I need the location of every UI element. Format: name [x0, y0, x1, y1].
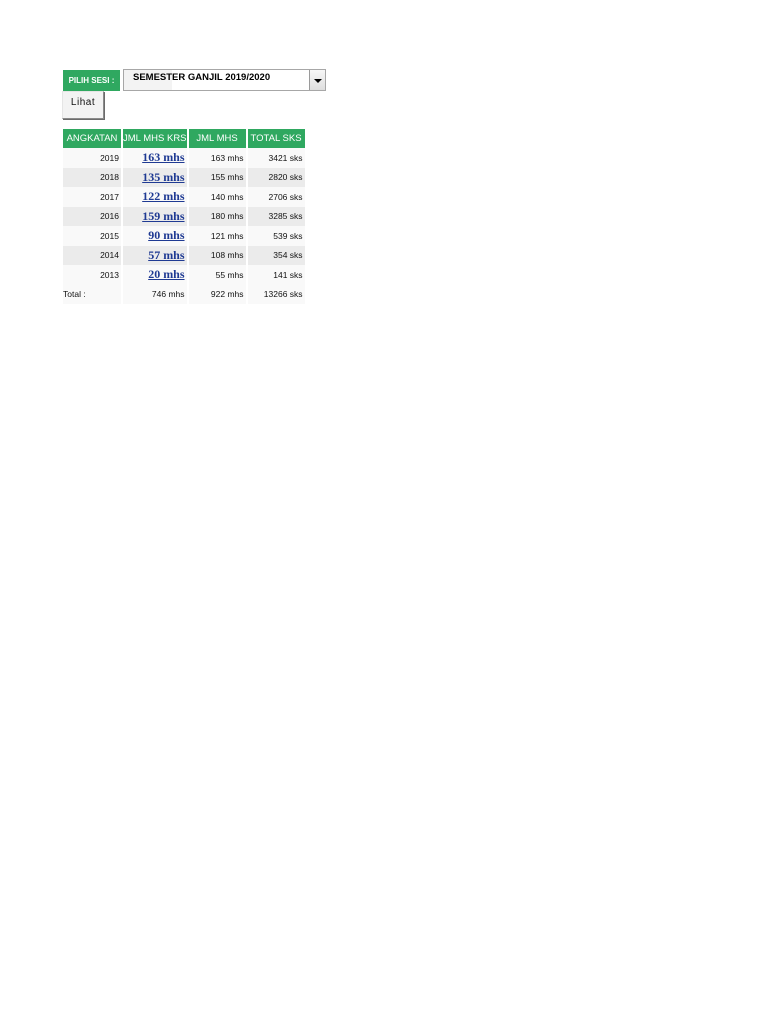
angkatan-cell: 2014 [63, 246, 121, 266]
krs-cell [123, 207, 187, 227]
total-row [63, 285, 305, 305]
mhs-cell: 163 mhs [189, 148, 246, 168]
table-row [63, 265, 305, 285]
session-label: PILIH SESI : [63, 70, 120, 91]
header-total-sks: TOTAL SKS [248, 129, 305, 148]
sks-cell: 2820 sks [248, 168, 305, 188]
total-krs: 746 mhs [123, 285, 187, 305]
sks-cell: 3421 sks [248, 148, 305, 168]
session-select[interactable] [123, 69, 326, 91]
session-selector-row [63, 69, 326, 91]
krs-cell [123, 246, 187, 266]
krs-link[interactable]: 57 mhs [148, 247, 185, 262]
header-jml-mhs: JML MHS [189, 129, 246, 148]
sks-cell: 539 sks [248, 226, 305, 246]
sks-cell: 354 sks [248, 246, 305, 266]
table-row [63, 187, 305, 207]
angkatan-cell: 2018 [63, 168, 121, 188]
angkatan-cell: 2017 [63, 187, 121, 207]
angkatan-cell: 2015 [63, 226, 121, 246]
chevron-down-icon[interactable] [309, 70, 325, 90]
krs-link[interactable]: 20 mhs [148, 267, 185, 282]
krs-link[interactable]: 90 mhs [148, 228, 185, 243]
lihat-button[interactable]: Lihat [62, 91, 104, 119]
angkatan-cell: 2013 [63, 265, 121, 285]
total-mhs: 922 mhs [189, 285, 246, 305]
session-selected-value[interactable]: SEMESTER GANJIL 2019/2020 [124, 70, 325, 90]
krs-link[interactable]: 163 mhs [142, 150, 185, 165]
mhs-cell: 121 mhs [189, 226, 246, 246]
sks-cell: 141 sks [248, 265, 305, 285]
table-header-row [63, 129, 305, 148]
krs-link[interactable]: 122 mhs [142, 189, 185, 204]
mhs-cell: 155 mhs [189, 168, 246, 188]
krs-cell [123, 168, 187, 188]
krs-cell [123, 226, 187, 246]
header-angkatan: ANGKATAN [63, 129, 121, 148]
mhs-cell: 108 mhs [189, 246, 246, 266]
angkatan-cell: 2016 [63, 207, 121, 227]
total-sks: 13266 sks [248, 285, 305, 305]
krs-cell [123, 148, 187, 168]
krs-cell [123, 265, 187, 285]
header-jml-mhs-krs: JML MHS KRS [123, 129, 187, 148]
mhs-cell: 140 mhs [189, 187, 246, 207]
table-row [63, 168, 305, 188]
krs-cell [123, 187, 187, 207]
angkatan-cell: 2019 [63, 148, 121, 168]
krs-link[interactable]: 135 mhs [142, 169, 185, 184]
table-row [63, 148, 305, 168]
table-row [63, 207, 305, 227]
total-label: Total : [63, 285, 121, 305]
table-row [63, 246, 305, 266]
sks-cell: 3285 sks [248, 207, 305, 227]
table-row [63, 226, 305, 246]
sks-cell: 2706 sks [248, 187, 305, 207]
angkatan-table [61, 129, 307, 304]
mhs-cell: 55 mhs [189, 265, 246, 285]
krs-link[interactable]: 159 mhs [142, 208, 185, 223]
mhs-cell: 180 mhs [189, 207, 246, 227]
